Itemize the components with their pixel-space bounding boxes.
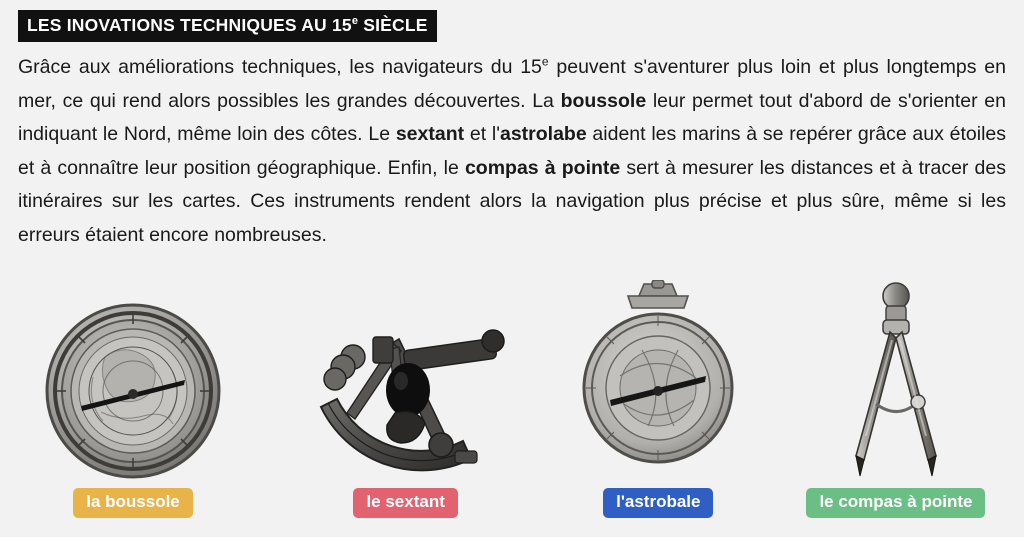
caption-sextant: le sextant	[353, 488, 457, 518]
figure-boussole	[18, 273, 248, 518]
text-segment-6: sert à mesurer les distances et à tracer des itinéraires sur les cartes. Ces instruments rendent alors la navigation plus précise et plus sûre, même si les erreurs étaient encore nombreuses.	[18, 156, 1006, 246]
keyword-astrolabe: astrolabe	[499, 123, 587, 145]
boussole-image	[45, 302, 221, 480]
figure-compas	[786, 273, 1006, 518]
page-title	[18, 10, 437, 42]
text-ordinal-1: e	[541, 54, 549, 69]
caption-compas: le compas à pointe	[806, 488, 985, 518]
page-title-ordinal: e	[351, 15, 359, 28]
keyword-compas: compas à pointe	[464, 156, 621, 179]
figure-sextant	[281, 273, 531, 518]
keyword-boussole: boussole	[560, 89, 647, 112]
text-segment-1: Grâce aux améliorations techniques, les navigateurs du 15	[18, 56, 542, 78]
caption-astrolabe: l'astrobale	[603, 488, 713, 518]
page-title-end: SIÈCLE	[358, 15, 428, 35]
text-segment-5: aident les marins à se repérer grâce aux étoiles et à connaître leur position géographique. Enfin, le	[18, 123, 1007, 179]
keyword-sextant: sextant	[395, 123, 465, 145]
page-title-main: LES INOVATIONS TECHNIQUES AU 15	[27, 15, 352, 35]
text-segment-2: peuvent s'aventurer plus loin et plus longtemps en mer, ce qui rend alors possibles les grandes découvertes. La	[18, 56, 1006, 112]
body-paragraph	[18, 51, 1006, 252]
sextant-image	[295, 295, 517, 480]
compas-image	[840, 280, 952, 480]
text-segment-3: leur permet tout d'abord de s'orienter en indiquant le Nord, même loin des côtes. Le	[18, 89, 1006, 145]
caption-boussole: la boussole	[73, 488, 193, 518]
figure-astrolabe	[563, 273, 753, 518]
text-segment-4: et l'	[464, 123, 500, 145]
figure-row	[18, 268, 1006, 518]
astrolabe-image	[582, 280, 734, 480]
